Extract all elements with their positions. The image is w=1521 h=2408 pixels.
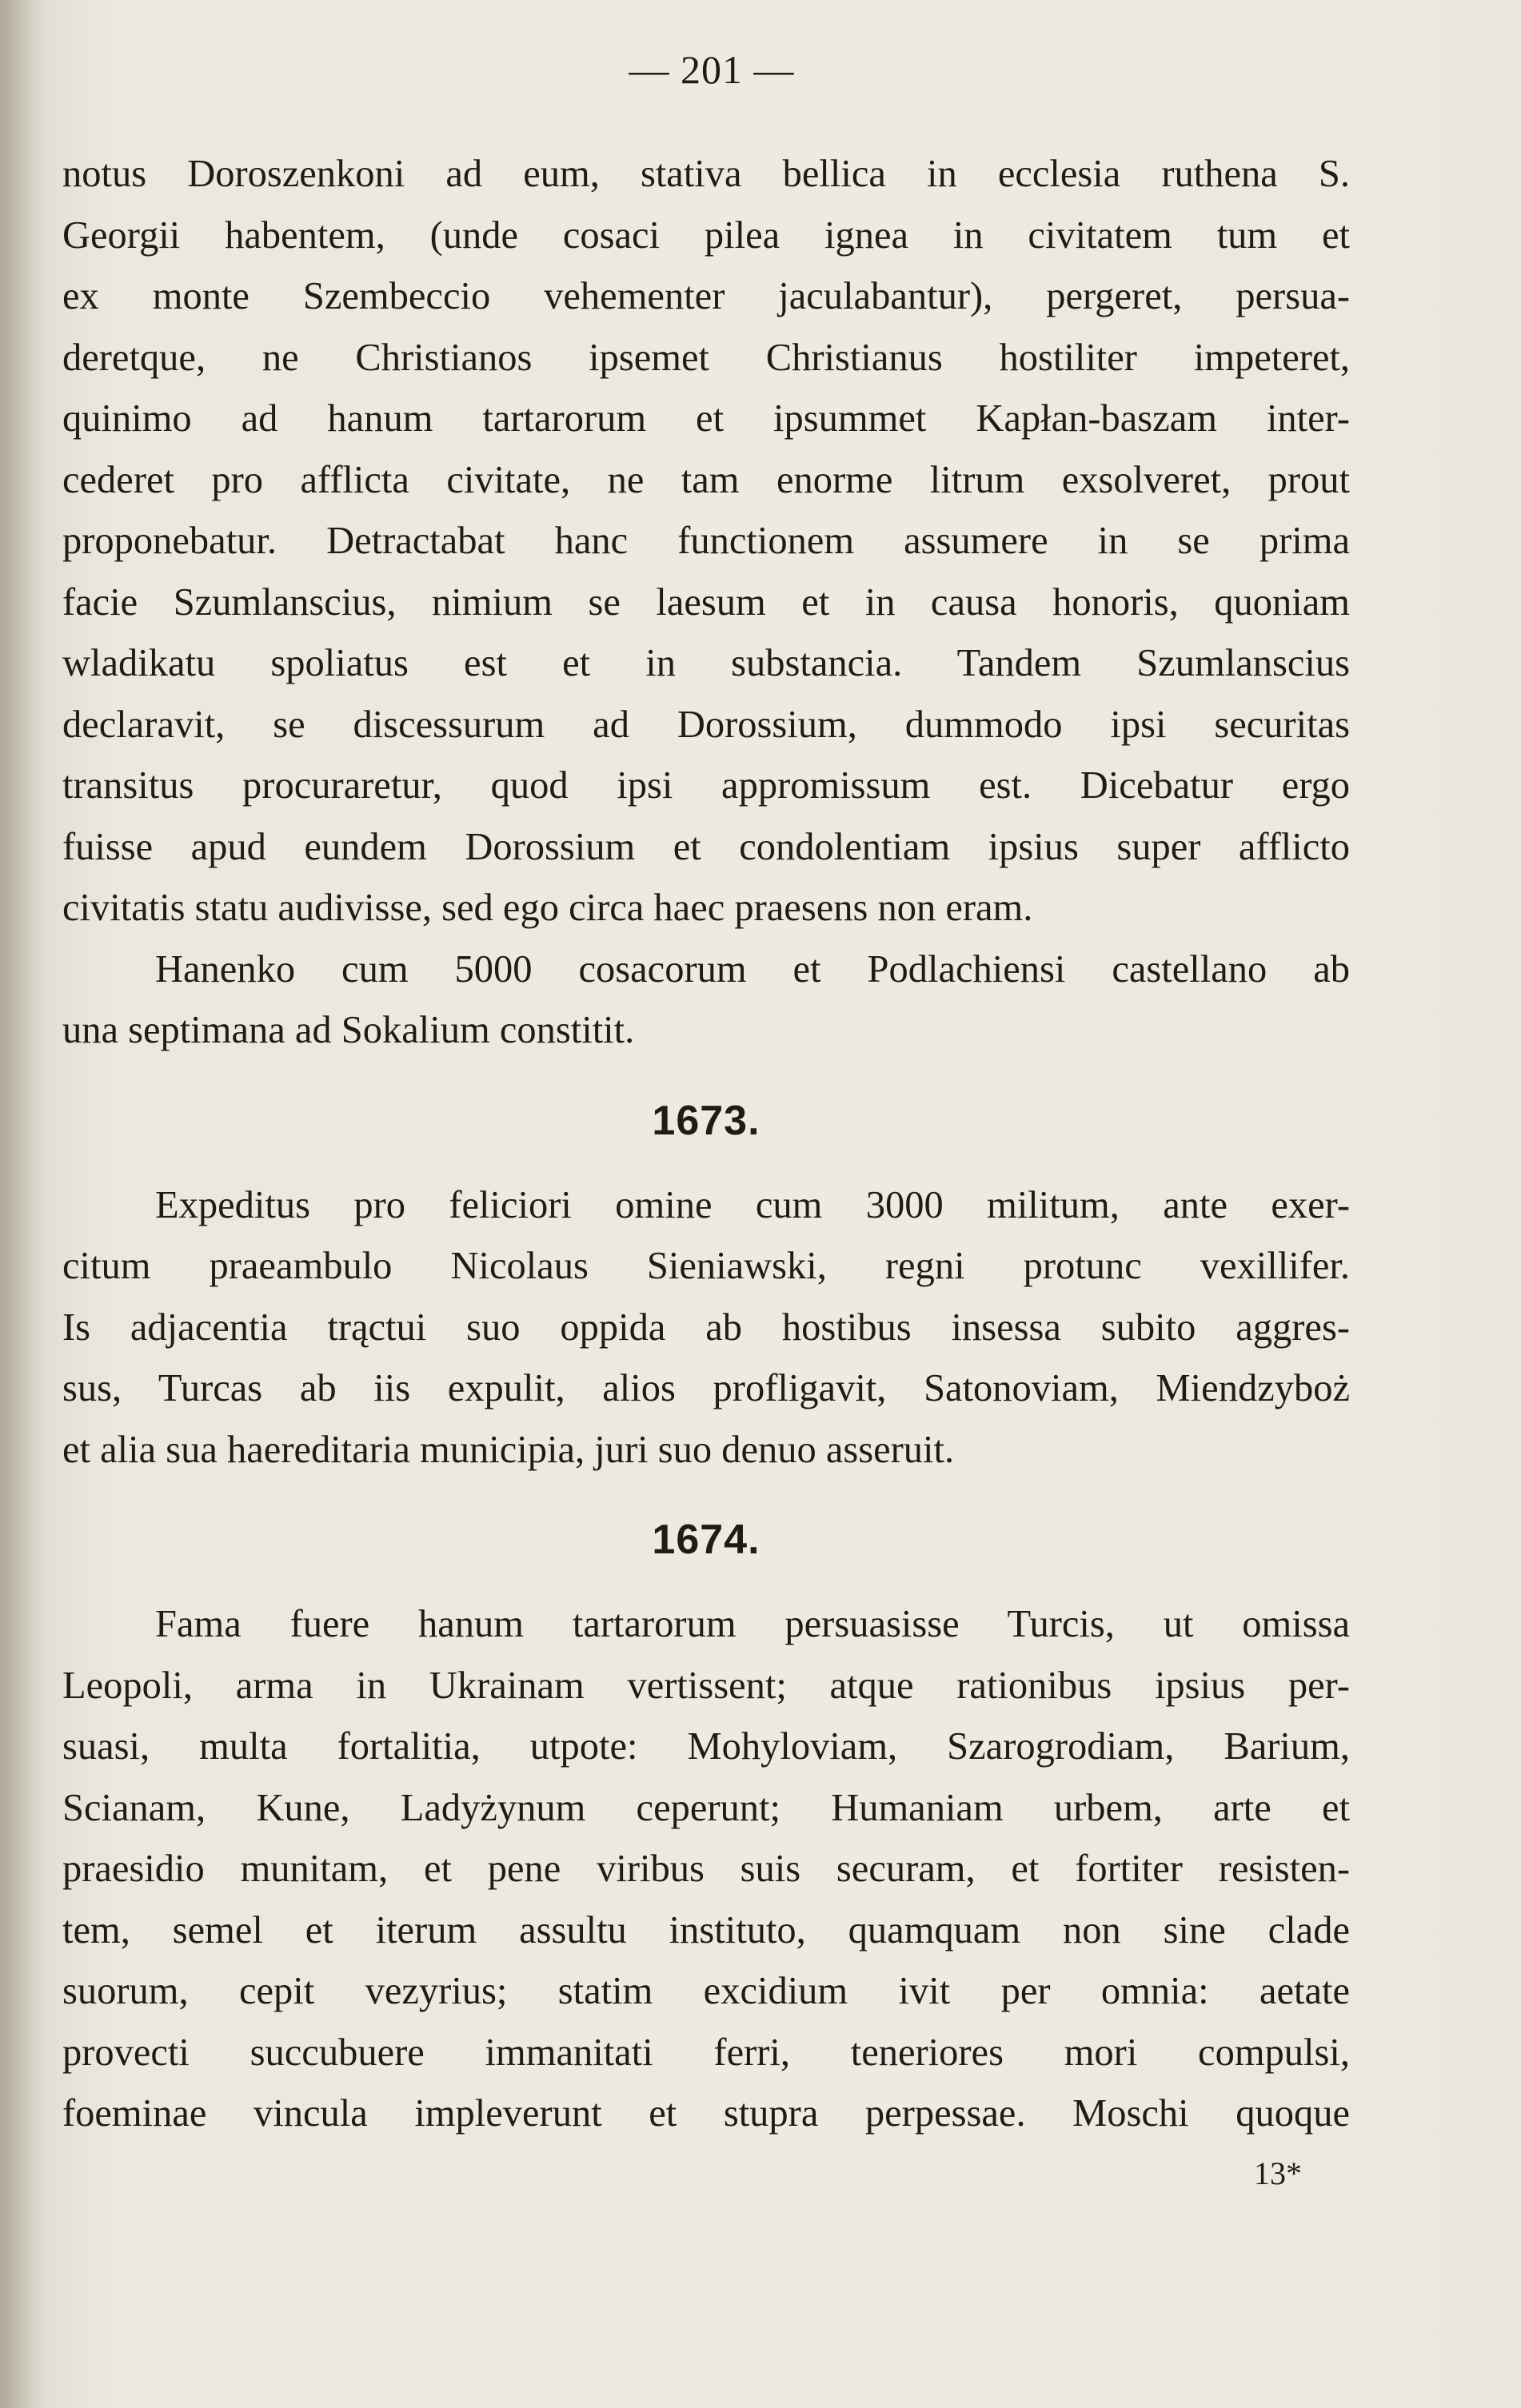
text-line: Scianam, Kune, Ladyżynum ceperunt; Humaniam urbem, arte et xyxy=(62,1786,1350,1829)
text-line: declaravit, se discessurum ad Dorossium, dummodo ipsi securitas xyxy=(62,703,1350,746)
text-line: sus, Turcas ab iis expulit, alios profligavit, Satonoviam, Miendzyboż xyxy=(62,1367,1350,1409)
text-line: Georgii habentem, (unde cosaci pilea ignea in civitatem tum et xyxy=(62,213,1350,257)
year-heading-1674: 1674. xyxy=(652,1517,760,1563)
text-line: proponebatur. Detractabat hanc functionem assumere in se prima xyxy=(62,520,1350,562)
text-line: quinimo ad hanum tartarorum et ipsummet Kapłan-baszam inter- xyxy=(62,397,1350,440)
text-line: deretque, ne Christianos ipsemet Christianus hostiliter impeteret, xyxy=(62,336,1350,379)
signature-mark: 13* xyxy=(1254,2155,1302,2191)
text-line: Expeditus pro feliciori omine cum 3000 militum, ante exer- xyxy=(155,1183,1350,1226)
page-gutter-shadow xyxy=(0,0,48,2408)
text-line: praesidio munitam, et pene viribus suis securam, et fortiter resisten- xyxy=(62,1848,1350,1890)
text-line: provecti succubuere immanitati ferri, teneriores mori compulsi, xyxy=(62,2031,1350,2074)
text-line: Is adjacentia trąctui suo oppida ab hostibus insessa subito aggres- xyxy=(62,1306,1350,1349)
text-line: citum praeambulo Nicolaus Sieniawski, regni protunc vexillifer. xyxy=(62,1245,1350,1287)
text-line: notus Doroszenkoni ad eum, stativa bellica in ecclesia ruthena S. xyxy=(62,153,1350,195)
text-line: una septimana ad Sokalium constitit. xyxy=(62,1009,635,1051)
text-line: transitus procuraretur, quod ipsi appromissum est. Dicebatur ergo xyxy=(62,764,1350,807)
text-line: ex monte Szembeccio vehementer jaculabantur), pergeret, persua- xyxy=(62,275,1350,317)
text-line: fuisse apud eundem Dorossium et condolentiam ipsius super afflicto xyxy=(62,825,1350,868)
text-line: et alia sua haereditaria municipia, juri suo denuo asseruit. xyxy=(62,1428,955,1471)
body-text xyxy=(62,144,1350,2145)
text-line: facie Szumlanscius, nimium se laesum et in causa honoris, quoniam xyxy=(62,580,1350,624)
text-line: Fama fuere hanum tartarorum persuasisse Turcis, ut omissa xyxy=(155,1603,1350,1645)
text-line: tem, semel et iterum assultu instituto, quamquam non sine clade xyxy=(62,1908,1350,1952)
text-line: foeminae vincula impleverunt et stupra perpessae. Moschi quoque xyxy=(62,2092,1350,2135)
text-line: cederet pro afflicta civitate, ne tam enorme litrum exsolveret, prout xyxy=(62,458,1350,501)
text-line: suasi, multa fortalitia, utpote: Mohyloviam, Szarogrodiam, Barium, xyxy=(62,1725,1350,1768)
text-line: Leopoli, arma in Ukrainam vertissent; atque rationibus ipsius per- xyxy=(62,1664,1350,1707)
text-line: civitatis statu audivisse, sed ego circa haec praesens non eram. xyxy=(62,887,1033,929)
year-heading-1673: 1673. xyxy=(652,1097,760,1144)
text-line: Hanenko cum 5000 cosacorum et Podlachiensi castellano ab xyxy=(155,947,1350,991)
text-line: suorum, cepit vezyrius; statim excidium ivit per omnia: aetate xyxy=(62,1970,1350,2012)
page-number: — 201 — xyxy=(629,47,795,92)
text-line: wladikatu spoliatus est et in substancia. Tandem Szumlanscius xyxy=(62,642,1350,684)
